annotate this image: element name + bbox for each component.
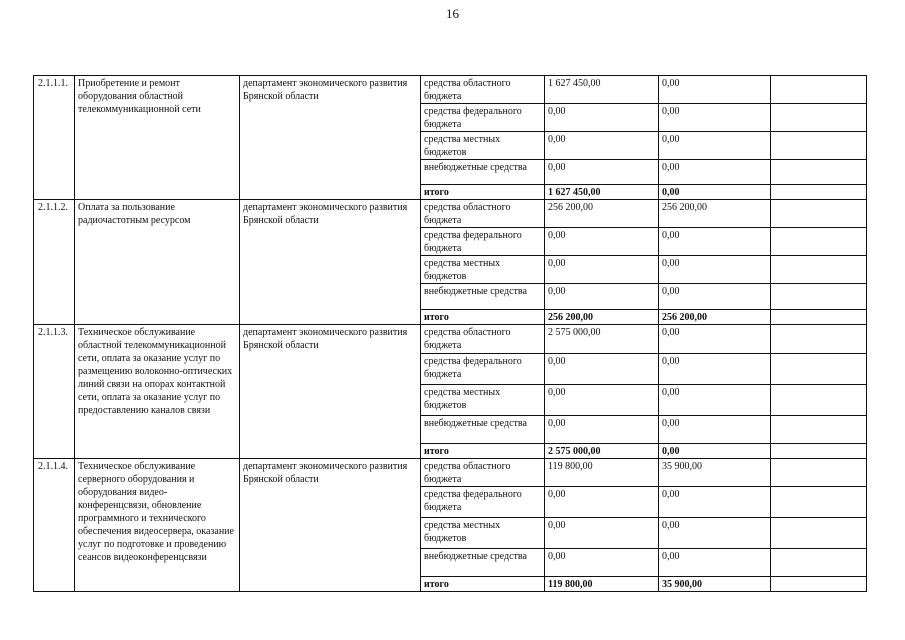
- empty-cell: [771, 459, 867, 487]
- amount-1: 256 200,00: [545, 310, 659, 325]
- funding-source: внебюджетные средства: [421, 416, 545, 444]
- amount-2: 0,00: [659, 444, 771, 459]
- empty-cell: [771, 577, 867, 592]
- item-name: Техническое обслуживание областной телекоммуникационной сети, оплата за оказание услуг по размещению волоконно-оптических линий связи на опорах контактной сети, оплата за оказание услуг по предоставлению каналов связи: [75, 325, 240, 459]
- funding-source: средства областного бюджета: [421, 459, 545, 487]
- total-label: итого: [421, 444, 545, 459]
- amount-1: 0,00: [545, 104, 659, 132]
- funding-line-row: [34, 76, 867, 104]
- funding-source: средства местных бюджетов: [421, 256, 545, 284]
- empty-cell: [771, 310, 867, 325]
- funding-table: [33, 75, 867, 592]
- amount-2: 0,00: [659, 256, 771, 284]
- funding-source: средства местных бюджетов: [421, 132, 545, 160]
- amount-2: 35 900,00: [659, 577, 771, 592]
- amount-1: 119 800,00: [545, 577, 659, 592]
- responsible-department: департамент экономического развития Брянской области: [240, 459, 421, 592]
- funding-source: средства областного бюджета: [421, 325, 545, 354]
- amount-2: 0,00: [659, 104, 771, 132]
- responsible-department: департамент экономического развития Брянской области: [240, 76, 421, 200]
- amount-1: 0,00: [545, 354, 659, 385]
- amount-2: 0,00: [659, 185, 771, 200]
- responsible-department: департамент экономического развития Брянской области: [240, 200, 421, 325]
- funding-source: средства федерального бюджета: [421, 104, 545, 132]
- item-name: Техническое обслуживание серверного оборудования и оборудования видео-конференцсвязи, обновление программного и технического обеспечения видеосервера, оказание услуг по подготовке и проведению сеансов видеоконференцсвязи: [75, 459, 240, 592]
- amount-2: 0,00: [659, 76, 771, 104]
- empty-cell: [771, 325, 867, 354]
- funding-source: средства федерального бюджета: [421, 228, 545, 256]
- amount-2: 0,00: [659, 518, 771, 549]
- item-name: Приобретение и ремонт оборудования областной телекоммуникационной сети: [75, 76, 240, 200]
- amount-2: 0,00: [659, 284, 771, 310]
- item-number: 2.1.1.2.: [34, 200, 75, 325]
- empty-cell: [771, 354, 867, 385]
- item-number: 2.1.1.1.: [34, 76, 75, 200]
- funding-source: внебюджетные средства: [421, 284, 545, 310]
- funding-source: внебюджетные средства: [421, 549, 545, 577]
- amount-2: 0,00: [659, 549, 771, 577]
- amount-1: 0,00: [545, 487, 659, 518]
- amount-2: 0,00: [659, 385, 771, 416]
- empty-cell: [771, 256, 867, 284]
- amount-1: 119 800,00: [545, 459, 659, 487]
- empty-cell: [771, 487, 867, 518]
- funding-line-row: [34, 200, 867, 228]
- amount-2: 0,00: [659, 487, 771, 518]
- amount-1: 2 575 000,00: [545, 444, 659, 459]
- amount-2: 256 200,00: [659, 200, 771, 228]
- empty-cell: [771, 160, 867, 185]
- amount-1: 0,00: [545, 132, 659, 160]
- amount-1: 1 627 450,00: [545, 185, 659, 200]
- amount-1: 0,00: [545, 518, 659, 549]
- amount-2: 0,00: [659, 325, 771, 354]
- funding-line-row: [34, 459, 867, 487]
- total-label: итого: [421, 185, 545, 200]
- empty-cell: [771, 228, 867, 256]
- amount-1: 0,00: [545, 256, 659, 284]
- amount-1: 0,00: [545, 160, 659, 185]
- amount-1: 2 575 000,00: [545, 325, 659, 354]
- amount-2: 35 900,00: [659, 459, 771, 487]
- amount-2: 0,00: [659, 354, 771, 385]
- funding-source: внебюджетные средства: [421, 160, 545, 185]
- amount-2: 0,00: [659, 160, 771, 185]
- page-number: 16: [446, 6, 459, 21]
- empty-cell: [771, 185, 867, 200]
- empty-cell: [771, 132, 867, 160]
- total-label: итого: [421, 577, 545, 592]
- item-number: 2.1.1.3.: [34, 325, 75, 459]
- funding-line-row: [34, 325, 867, 354]
- empty-cell: [771, 518, 867, 549]
- amount-1: 0,00: [545, 385, 659, 416]
- empty-cell: [771, 76, 867, 104]
- funding-source: средства федерального бюджета: [421, 354, 545, 385]
- funding-source: средства местных бюджетов: [421, 385, 545, 416]
- empty-cell: [771, 549, 867, 577]
- empty-cell: [771, 416, 867, 444]
- amount-2: 0,00: [659, 228, 771, 256]
- funding-source: средства областного бюджета: [421, 76, 545, 104]
- amount-1: 256 200,00: [545, 200, 659, 228]
- item-name: Оплата за пользование радиочастотным ресурсом: [75, 200, 240, 325]
- empty-cell: [771, 284, 867, 310]
- amount-1: 0,00: [545, 228, 659, 256]
- item-number: 2.1.1.4.: [34, 459, 75, 592]
- total-label: итого: [421, 310, 545, 325]
- funding-source: средства федерального бюджета: [421, 487, 545, 518]
- amount-1: 0,00: [545, 284, 659, 310]
- funding-source: средства местных бюджетов: [421, 518, 545, 549]
- amount-2: 0,00: [659, 416, 771, 444]
- amount-1: 0,00: [545, 416, 659, 444]
- empty-cell: [771, 104, 867, 132]
- empty-cell: [771, 200, 867, 228]
- amount-2: 0,00: [659, 132, 771, 160]
- empty-cell: [771, 444, 867, 459]
- amount-1: 0,00: [545, 549, 659, 577]
- empty-cell: [771, 385, 867, 416]
- funding-source: средства областного бюджета: [421, 200, 545, 228]
- responsible-department: департамент экономического развития Брянской области: [240, 325, 421, 459]
- amount-2: 256 200,00: [659, 310, 771, 325]
- amount-1: 1 627 450,00: [545, 76, 659, 104]
